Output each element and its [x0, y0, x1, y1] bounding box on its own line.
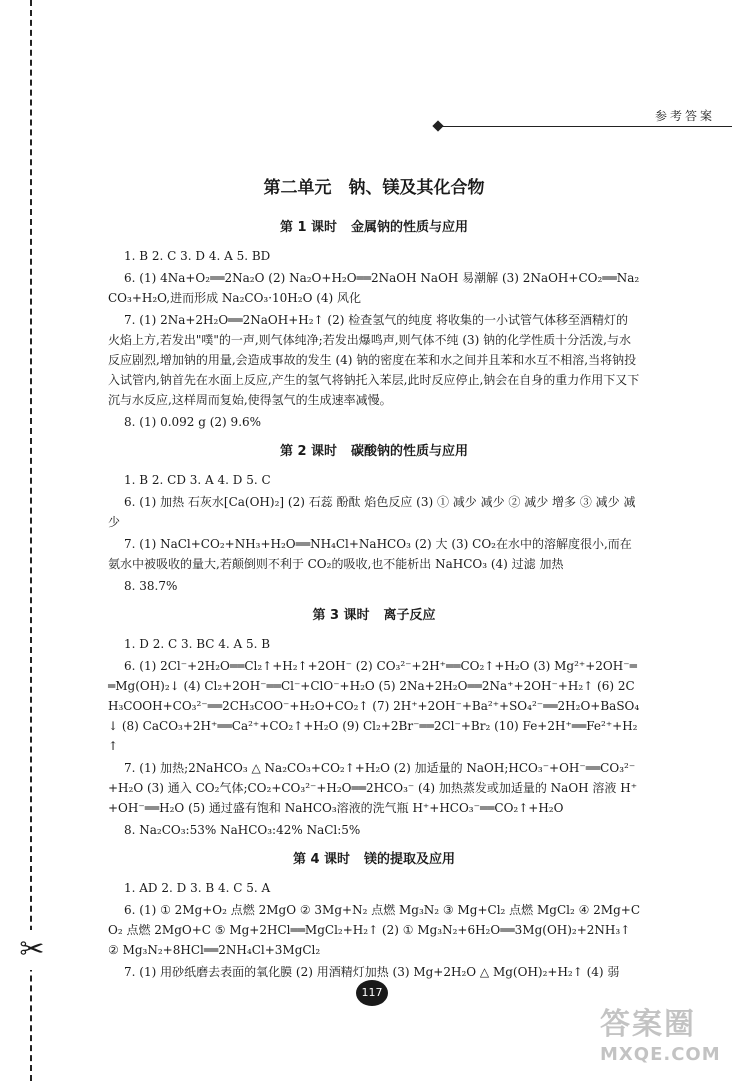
watermark-en: MXQE.COM: [600, 1044, 721, 1065]
watermark-cn: 答案圈: [600, 1007, 696, 1042]
answer-line: 8. 38.7%: [124, 579, 178, 593]
answer-line: 7. (1) 2Na+2H₂O══2NaOH+H₂↑ (2) 检查氢气的纯度 将收集的一小试管气体移至酒精灯的火焰上方,若发出"噗"的一声,则气体纯净;若发出爆鸣声,则气体不纯 (3) 钠的化学性质十分活泼,与水反应剧烈,增加钠的用量,会造成事故的发生 (4) 钠的密度在苯和水之间并且苯和水互不相溶,当将钠投入试管内,钠首先在水面上反应,产生的氢气将钠托入苯层,此时反应停止,钠会在自身的重力作用下又下沉与水反应,这样周而复始,使得氢气的生成速率减慢。: [108, 313, 640, 407]
answer-line: 7. (1) NaCl+CO₂+NH₃+H₂O══NH₄Cl+NaHCO₃ (2) 大 (3) CO₂在水中的溶解度很小,而在氨水中被吸收的量大,若颠倒则不利于 CO₂的吸收,也不能析出 NaHCO₃ (4) 过滤 加热: [108, 537, 632, 571]
answer-line: 6. (1) 4Na+O₂══2Na₂O (2) Na₂O+H₂O══2NaOH NaOH 易潮解 (3) 2NaOH+CO₂══Na₂CO₃+H₂O,进而形成 Na₂CO₃·10H₂O (4) 风化: [108, 271, 640, 305]
answer-line: 1. AD 2. D 3. B 4. C 5. A: [124, 881, 271, 895]
lesson-topic: 金属钠的性质与应用: [351, 220, 469, 235]
header-label: 参考答案: [655, 109, 716, 123]
answer-line: 7. (1) 加热;2NaHCO₃ △ Na₂CO₃+CO₂↑+H₂O (2) 加适量的 NaOH;HCO₃⁻+OH⁻══CO₃²⁻+H₂O (3) 通入 CO₂气体;CO₂+CO₃²⁻+H₂O══2HCO₃⁻ (4) 加热蒸发或加适量的 NaOH 溶液 H⁺+OH⁻══H₂O (5) 通过盛有饱和 NaHCO₃溶液的洗气瓶 H⁺+HCO₃⁻══CO₂↑+H₂O: [108, 761, 638, 815]
lesson-number: 第 2 课时: [279, 444, 338, 459]
section-lesson-2: [108, 442, 640, 596]
answer-line: 6. (1) 2Cl⁻+2H₂O══Cl₂↑+H₂↑+2OH⁻ (2) CO₃²⁻+2H⁺══CO₂↑+H₂O (3) Mg²⁺+2OH⁻══Mg(OH)₂↓ (4) Cl₂+2OH⁻══Cl⁻+ClO⁻+H₂O (5) 2Na+2H₂O══2Na⁺+2OH⁻+H₂↑ (6) 2CH₃COOH+CO₃²⁻══2CH₃COO⁻+H₂O+CO₂↑ (7) 2H⁺+2OH⁻+Ba²⁺+SO₄²⁻══2H₂O+BaSO₄↓ (8) CaCO₃+2H⁺══Ca²⁺+CO₂↑+H₂O (9) Cl₂+2Br⁻══2Cl⁻+Br₂ (10) Fe+2H⁺══Fe²⁺+H₂↑: [108, 659, 640, 753]
header-rule: [438, 126, 732, 127]
section-lesson-1: [108, 218, 640, 432]
section-lesson-4: [108, 850, 640, 982]
lesson-title: [108, 442, 640, 462]
lesson-topic: 碳酸钠的性质与应用: [351, 444, 469, 459]
lesson-number: 第 1 课时: [279, 220, 338, 235]
lesson-title: [108, 218, 640, 238]
lesson-title: [108, 850, 640, 870]
scissors-icon: ✂: [14, 930, 50, 970]
answer-line: 1. D 2. C 3. BC 4. A 5. B: [124, 637, 271, 651]
lesson-title: [108, 606, 640, 626]
lesson-number: 第 3 课时: [312, 608, 370, 623]
answer-content: [108, 178, 640, 984]
answer-line: 1. B 2. CD 3. A 4. D 5. C: [124, 473, 271, 487]
answer-line: 6. (1) 加热 石灰水[Ca(OH)₂] (2) 石蕊 酚酞 焰色反应 (3) ① 减少 减少 ② 减少 增多 ③ 减少 减少: [108, 495, 636, 529]
answer-line: 8. Na₂CO₃:53% NaHCO₃:42% NaCl:5%: [124, 823, 361, 837]
lesson-topic: 离子反应: [383, 608, 436, 623]
answer-line: 8. (1) 0.092 g (2) 9.6%: [124, 415, 262, 429]
lesson-topic: 镁的提取及应用: [364, 852, 456, 867]
unit-title: 第二单元 钠、镁及其化合物: [263, 178, 485, 198]
answer-line: 6. (1) ① 2Mg+O₂ 点燃 2MgO ② 3Mg+N₂ 点燃 Mg₃N₂ ③ Mg+Cl₂ 点燃 MgCl₂ ④ 2Mg+CO₂ 点燃 2MgO+C ⑤ Mg+2HCl══MgCl₂+H₂↑ (2) ① Mg₃N₂+6H₂O══3Mg(OH)₂+2NH₃↑ ② Mg₃N₂+8HCl══2NH₄Cl+3MgCl₂: [108, 903, 640, 957]
watermark-logo: [600, 1006, 740, 1076]
cut-line: [30, 0, 32, 1081]
section-lesson-3: [108, 606, 640, 840]
page-number: 117: [356, 980, 388, 1006]
answer-line: 7. (1) 用砂纸磨去表面的氧化膜 (2) 用酒精灯加热 (3) Mg+2H₂O △ Mg(OH)₂+H₂↑ (4) 弱: [124, 965, 620, 979]
lesson-number: 第 4 课时: [292, 852, 351, 867]
answer-line: 1. B 2. C 3. D 4. A 5. BD: [124, 249, 271, 263]
